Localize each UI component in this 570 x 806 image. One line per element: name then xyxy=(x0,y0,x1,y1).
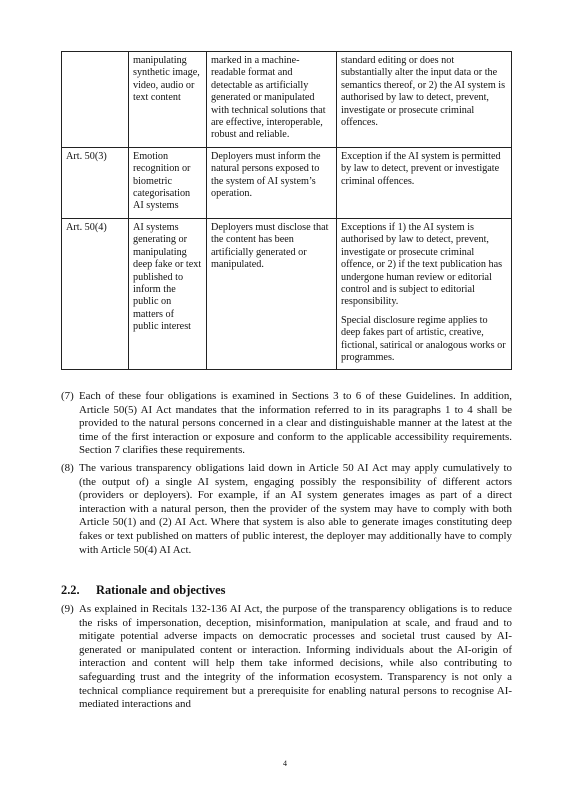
table-cell-obligation: Deployers must inform the natural persons exposed to the system of AI system’s operation. xyxy=(207,147,337,218)
table-row xyxy=(62,52,512,148)
page-number: 4 xyxy=(283,759,287,768)
table-cell-subject: AI systems generating or manipulating deep fake or text published to inform the public on matters of public interest xyxy=(129,218,207,369)
table-cell-exceptions xyxy=(337,52,512,148)
section-number: 2.2. xyxy=(61,583,80,597)
table-row xyxy=(62,147,512,218)
table-cell-obligation: marked in a machine-readable format and detectable as artificially generated or manipulated with technical solutions that are effective, interoperable, robust and reliable. xyxy=(207,52,337,148)
table-cell-subject: Emotion recognition or biometric categorisation AI systems xyxy=(129,147,207,218)
paragraph-text: As explained in Recitals 132-136 AI Act, the purpose of the transparency obligations is to reduce the risks of impersonation, deception, misinformation, manipulation at scale, and fraud and to mitigate potential adverse impacts on democratic processes and societal trust caused by AI-generated or manipulated content or interaction. Informing individuals about the AI-origin of interaction and content will help them take informed decisions, while also contributing to safeguarding trust and the integrity of the information ecosystem. Transparency is not only a technical compliance requirement but a prerequisite for enabling natural persons to recognise AI-mediated interactions and xyxy=(79,603,512,711)
table-row xyxy=(62,218,512,369)
section-title: Rationale and objectives xyxy=(96,583,226,597)
paragraph-number: (8) xyxy=(61,462,74,474)
exception-text: standard editing or does not substantially alter the input data or the semantics thereof, or 2) the AI system is authorised by law to detect, prevent, investigate or prosecute criminal offences. xyxy=(341,55,506,129)
exception-text: Special disclosure regime applies to deep fakes part of artistic, creative, fictional, satirical or analogous works or programmes. xyxy=(341,314,506,363)
paragraph-text: The various transparency obligations laid down in Article 50 AI Act may apply cumulatively to (the output of) a single AI system, engaging possibly the responsibility of different actors (providers or deployers). For example, if an AI system generates images as part of a direct interaction with a natural person, then the provider of the system may have to comply with both Article 50(1) and (2) AI Act. Where that system is also able to generate images constituting deep fakes or text published on matters of public interest, the deployer may additionally have to comply with Article 50(4) AI Act. xyxy=(79,462,512,556)
table-cell-exceptions xyxy=(337,218,512,369)
obligations-table xyxy=(61,51,512,370)
table-cell-exceptions xyxy=(337,147,512,218)
table-cell-subject: manipulating synthetic image, video, audio or text content xyxy=(129,52,207,148)
table-cell-article: Art. 50(3) xyxy=(62,147,129,218)
exception-text: Exception if the AI system is permitted by law to detect, prevent or investigate criminal offences. xyxy=(341,150,501,187)
table-cell-article: Art. 50(4) xyxy=(62,218,129,369)
paragraph-text: Each of these four obligations is examined in Sections 3 to 6 of these Guidelines. In addition, Article 50(5) AI Act mandates that the information referred to in its paragraphs 1 to 4 shall be provided to the natural persons concerned in a clear and distinguishable manner at the latest at the time of the first interaction or exposure and conform to the applicable accessibility requirements. Section 7 clarifies these requirements. xyxy=(79,390,512,457)
exception-text: Exceptions if 1) the AI system is authorised by law to detect, prevent, investigate or prosecute criminal offence, or 2) if the text publication has undergone human review or editorial control and is subject to editorial responsibility. xyxy=(341,221,503,308)
paragraph-number: (9) xyxy=(61,603,74,615)
table-cell-article xyxy=(62,52,129,148)
paragraph-number: (7) xyxy=(61,390,74,402)
table-cell-obligation: Deployers must disclose that the content has been artificially generated or manipulated. xyxy=(207,218,337,369)
section-heading xyxy=(61,583,225,598)
